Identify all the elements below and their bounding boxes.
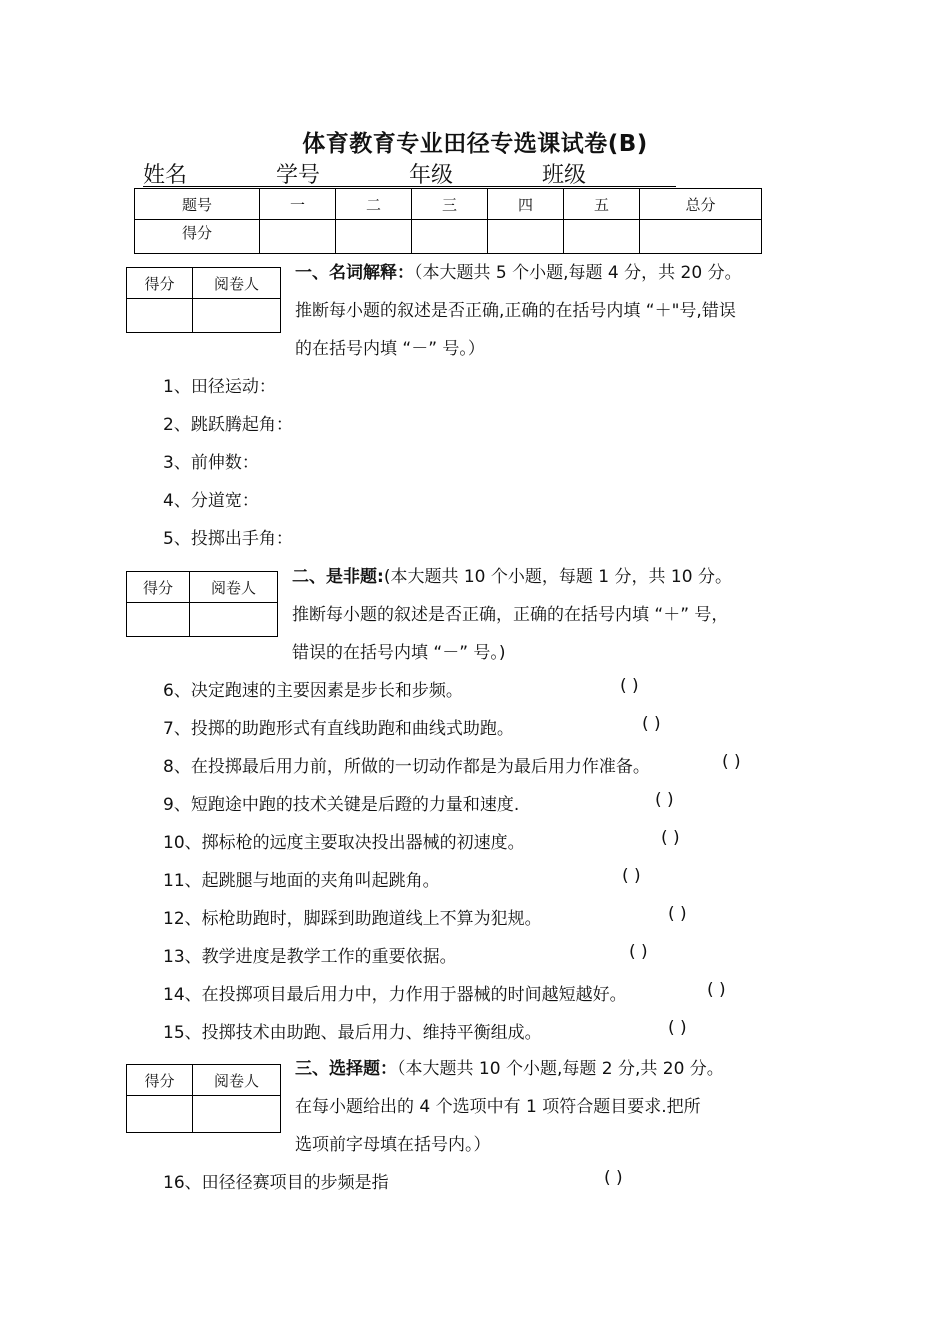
student-id-label: 学号	[276, 163, 321, 188]
question-item: 7、投掷的助跑形式有直线助跑和曲线式助跑。	[163, 719, 514, 739]
question-item: 16、田径径赛项目的步频是指	[163, 1173, 389, 1193]
question-item: 13、教学进度是教学工作的重要依据。	[163, 947, 457, 967]
column-header: 一	[260, 189, 336, 220]
answer-parentheses[interactable]: ( )	[661, 828, 680, 848]
mini-reviewer-label: 阅卷人	[193, 1065, 281, 1096]
mini-score-cell[interactable]	[127, 603, 190, 637]
column-header: 总分	[640, 189, 762, 220]
question-item: 5、投掷出手角：	[163, 529, 293, 549]
section2-intro	[292, 562, 732, 587]
score-table-score-row	[135, 220, 762, 254]
answer-parentheses[interactable]: ( )	[604, 1168, 623, 1188]
mini-score-cell[interactable]	[127, 1096, 193, 1133]
row-label-score: 得分	[135, 220, 260, 254]
mini-reviewer-label: 阅卷人	[193, 268, 281, 299]
answer-parentheses[interactable]: ( )	[668, 1018, 687, 1038]
mini-reviewer-cell[interactable]	[190, 603, 278, 637]
page-title: 体育教育专业田径专选课试卷(B)	[302, 131, 648, 157]
question-item: 2、跳跃腾起角：	[163, 415, 293, 435]
mini-reviewer-cell[interactable]	[193, 299, 281, 333]
score-cell[interactable]	[564, 220, 640, 254]
score-cell[interactable]	[336, 220, 412, 254]
section3-intro	[295, 1054, 724, 1079]
section3-line: （本大题共 10 个小题,每题 2 分,共 20 分。	[397, 1059, 724, 1079]
answer-parentheses[interactable]: ( )	[668, 904, 687, 924]
section1-line: 的在括号内填 “－” 号。）	[295, 339, 485, 359]
grade-label: 年级	[409, 163, 454, 188]
answer-parentheses[interactable]: ( )	[655, 790, 674, 810]
question-item: 3、前伸数：	[163, 453, 259, 473]
section1-score-box	[126, 267, 281, 333]
mini-score-label: 得分	[127, 1065, 193, 1096]
score-cell[interactable]	[260, 220, 336, 254]
section3-line: 选项前字母填在括号内。）	[295, 1135, 491, 1155]
mini-score-cell[interactable]	[127, 299, 193, 333]
mini-score-label: 得分	[127, 268, 193, 299]
mini-reviewer-cell[interactable]	[193, 1096, 281, 1133]
section3-score-box	[126, 1064, 281, 1133]
question-item: 8、在投掷最后用力前，所做的一切动作都是为最后用力作准备。	[163, 757, 650, 777]
question-item: 11、起跳腿与地面的夹角叫起跳角。	[163, 871, 440, 891]
answer-parentheses[interactable]: ( )	[722, 752, 741, 772]
info-underline	[143, 186, 676, 187]
answer-parentheses[interactable]: ( )	[629, 942, 648, 962]
section2-score-box	[126, 571, 278, 637]
class-label: 班级	[542, 163, 587, 188]
section1-line: 推断每小题的叙述是否正确,正确的在括号内填 “＋"号,错误	[295, 301, 736, 321]
column-header: 三	[412, 189, 488, 220]
answer-parentheses[interactable]: ( )	[642, 714, 661, 734]
section1-intro	[295, 258, 742, 283]
column-header: 五	[564, 189, 640, 220]
question-item: 4、分道宽：	[163, 491, 259, 511]
row-label-question: 题号	[135, 189, 260, 220]
section3-line: 在每小题给出的 4 个选项中有 1 项符合题目要求.把所	[295, 1097, 701, 1117]
score-cell[interactable]	[412, 220, 488, 254]
answer-parentheses[interactable]: ( )	[620, 676, 639, 696]
section3-heading: 三、选择题：	[295, 1059, 397, 1079]
question-item: 6、决定跑速的主要因素是步长和步频。	[163, 681, 463, 701]
section2-heading: 二、是非题:	[292, 567, 384, 587]
mini-score-label: 得分	[127, 572, 190, 603]
section2-line: 推断每小题的叙述是否正确，正确的在括号内填 “＋” 号，	[292, 605, 729, 625]
score-table-header-row	[135, 189, 762, 220]
score-cell[interactable]	[488, 220, 564, 254]
column-header: 四	[488, 189, 564, 220]
score-cell[interactable]	[640, 220, 762, 254]
question-item: 14、在投掷项目最后用力中，力作用于器械的时间越短越好。	[163, 985, 627, 1005]
name-label: 姓名	[143, 163, 188, 188]
answer-parentheses[interactable]: ( )	[622, 866, 641, 886]
section2-line: 错误的在括号内填 “－” 号。)	[292, 643, 506, 663]
answer-parentheses[interactable]: ( )	[707, 980, 726, 1000]
score-table	[134, 188, 762, 254]
section1-heading: 一、名词解释：	[295, 263, 414, 283]
question-item: 9、短跑途中跑的技术关键是后蹬的力量和速度.	[163, 795, 520, 815]
section1-line: （本大题共 5 个小题,每题 4 分，共 20 分。	[414, 263, 742, 283]
section2-line: (本大题共 10 个小题，每题 1 分，共 10 分。	[383, 567, 732, 587]
question-item: 10、掷标枪的远度主要取决投出器械的初速度。	[163, 833, 525, 853]
mini-reviewer-label: 阅卷人	[190, 572, 278, 603]
column-header: 二	[336, 189, 412, 220]
question-item: 1、田径运动：	[163, 377, 276, 397]
question-item: 12、标枪助跑时，脚踩到助跑道线上不算为犯规。	[163, 909, 542, 929]
question-item: 15、投掷技术由助跑、最后用力、维持平衡组成。	[163, 1023, 542, 1043]
